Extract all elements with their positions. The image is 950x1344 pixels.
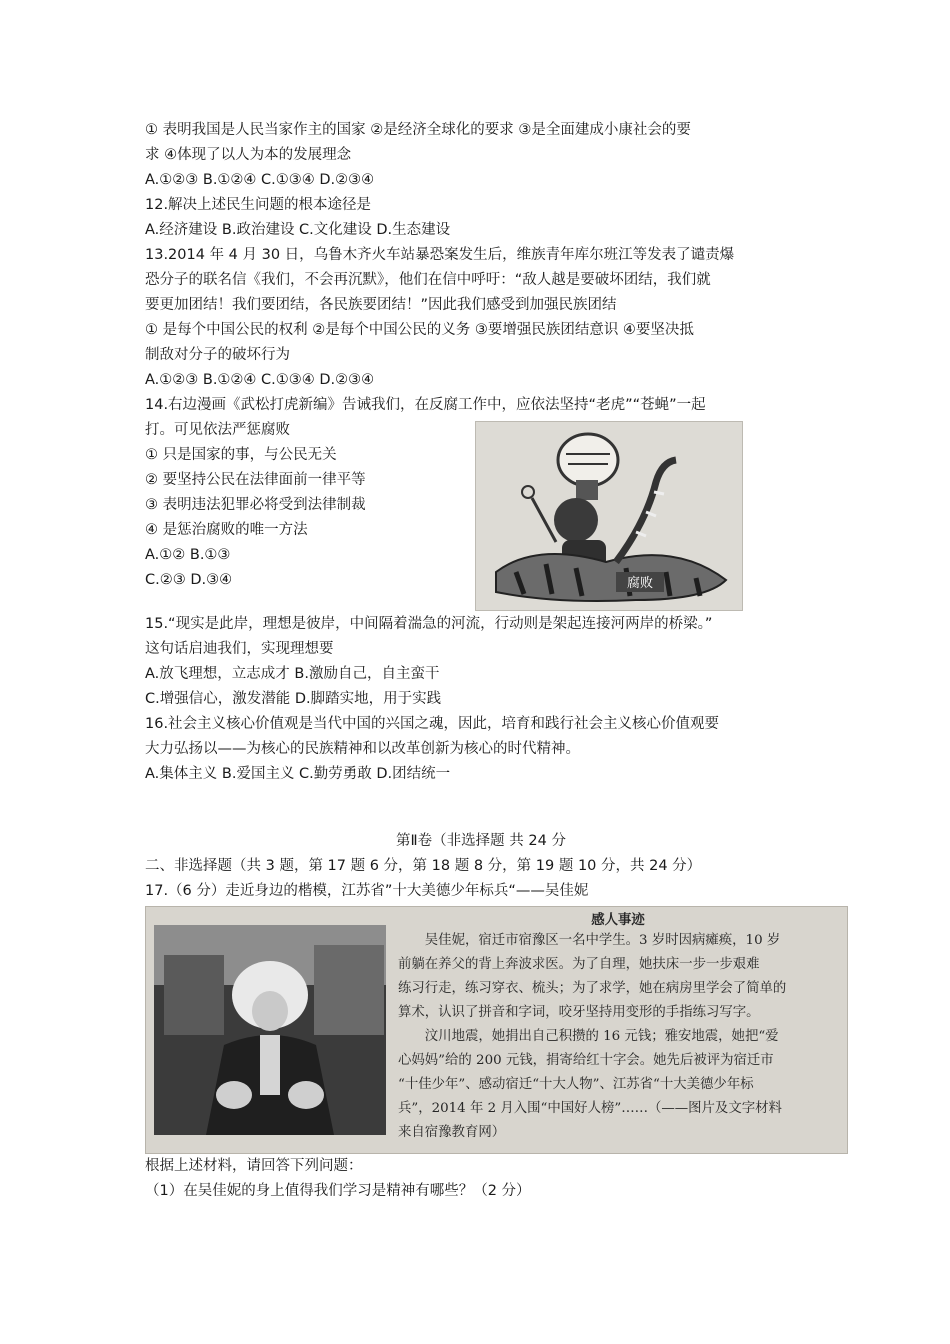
story-line-2: 前躺在养父的背上奔波求医。为了自理，她扶床一步一步艰难	[398, 957, 760, 972]
q11-options-line-2: 求 ④体现了以人为本的发展理念	[145, 147, 352, 163]
story-line-9: 来自宿豫教育网）	[398, 1125, 506, 1140]
q14-stem-line-2: 打。可见依法严惩腐败	[145, 422, 290, 438]
q13-options-line-2: 制敌对分子的破坏行为	[145, 347, 290, 363]
q16-answers: A.集体主义 B.爱国主义 C.勤劳勇敢 D.团结统一	[145, 766, 451, 782]
story-line-1: 吴佳妮，宿迁市宿豫区一名中学生。3 岁时因病瘫痪，10 岁	[424, 933, 781, 948]
q17-sub-question-1: （1）在吴佳妮的身上值得我们学习是精神有哪些？（2 分）	[145, 1183, 531, 1199]
student-photo-drawing	[154, 925, 386, 1135]
q14-option-1: ① 只是国家的事，与公民无关	[145, 447, 337, 463]
question-12	[145, 193, 817, 243]
story-line-4: 算术，认识了拼音和字词，咬牙坚持用变形的手指练习写字。	[398, 1005, 760, 1020]
q13-answers: A.①②③ B.①②④ C.①③④ D.②③④	[145, 372, 375, 388]
q12-answers: A.经济建设 B.政治建设 C.文化建设 D.生态建设	[145, 222, 451, 238]
story-line-8: 兵”，2014 年 2 月入围“中国好人榜”……（——图片及文字材料	[398, 1101, 782, 1116]
q15-answers-line-1: A.放飞理想，立志成才 B.激励自己，自主蛮干	[145, 666, 440, 682]
question-16	[145, 712, 817, 787]
q17-stem: 17.（6 分）走近身边的楷模，江苏省”十大美德少年标兵“——吴佳妮	[145, 883, 589, 899]
q13-stem-line-1: 13.2014 年 4 月 30 日，乌鲁木齐火车站暴恐案发生后，维族青年库尔班江等发表了谴责爆	[145, 247, 735, 263]
part-2-header	[145, 829, 817, 879]
part-2-subtitle: 二、非选择题（共 3 题，第 17 题 6 分，第 18 题 8 分，第 19 题 10 分，共 24 分）	[145, 858, 702, 874]
story-text-block	[398, 911, 838, 1145]
q15-stem-line-2: 这句话启迪我们，实现理想要	[145, 641, 334, 657]
part-2-title: 第Ⅱ卷（非选择题 共 24 分	[396, 833, 566, 849]
q16-stem-line-1: 16.社会主义核心价值观是当代中国的兴国之魂，因此，培育和践行社会主义核心价值观要	[145, 716, 720, 732]
q17-prompt: 根据上述材料，请回答下列问题：	[145, 1158, 363, 1174]
q14-answers-line-2: C.②③ D.③④	[145, 572, 233, 588]
question-17	[145, 879, 817, 1204]
q14-option-2: ② 要坚持公民在法律面前一律平等	[145, 472, 366, 488]
q13-stem-line-3: 要更加团结！我们要团结，各民族要团结！”因此我们感受到加强民族团结	[145, 297, 617, 313]
q14-option-4: ④ 是惩治腐败的唯一方法	[145, 522, 308, 538]
q14-option-3: ③ 表明违法犯罪必将受到法律制裁	[145, 497, 366, 513]
q13-stem-line-2: 恐分子的联名信《我们，不会再沉默》，他们在信中呼吁：“敌人越是要破坏团结，我们就	[145, 272, 711, 288]
q14-answers-line-1: A.①② B.①③	[145, 547, 231, 563]
q13-options-line-1: ① 是每个中国公民的权利 ②是每个中国公民的义务 ③要增强民族团结意识 ④要坚决抵	[145, 322, 694, 338]
q16-stem-line-2: 大力弘扬以——为核心的民族精神和以改革创新为核心的时代精神。	[145, 741, 580, 757]
q17-material-image	[145, 906, 848, 1154]
cartoon-label: 腐败	[626, 576, 654, 591]
student-photo	[154, 925, 386, 1135]
cartoon-drawing	[476, 422, 742, 610]
story-line-3: 练习行走，练习穿衣、梳头；为了求学，她在病房里学会了简单的	[398, 981, 787, 996]
story-line-5: 汶川地震，她捐出自己积攒的 16 元钱；雅安地震，她把“爱	[424, 1029, 779, 1044]
question-11-options	[145, 118, 817, 193]
q14-stem-line-1: 14.右边漫画《武松打虎新编》告诫我们，在反腐工作中，应依法坚持“老虎”“苍蝇”一起	[145, 397, 706, 413]
story-title: 感人事迹	[591, 912, 645, 928]
question-13	[145, 243, 817, 393]
question-14	[145, 393, 817, 593]
story-line-6: 心妈妈”给的 200 元钱，捐寄给红十字会。她先后被评为宿迁市	[398, 1053, 774, 1068]
story-line-7: “十佳少年”、感动宿迁“十大人物”、江苏省“十大美德少年标	[398, 1077, 754, 1092]
wusong-tiger-cartoon	[475, 421, 743, 611]
question-15	[145, 612, 817, 712]
q15-stem-line-1: 15.“现实是此岸，理想是彼岸，中间隔着湍急的河流，行动则是架起连接河两岸的桥梁。”	[145, 616, 713, 632]
q11-answers: A.①②③ B.①②④ C.①③④ D.②③④	[145, 172, 375, 188]
exam-page	[145, 118, 817, 1204]
q12-stem: 12.解决上述民生问题的根本途径是	[145, 197, 372, 213]
q11-options-line-1: ① 表明我国是人民当家作主的国家 ②是经济全球化的要求 ③是全面建成小康社会的要	[145, 122, 691, 138]
q15-answers-line-2: C.增强信心，激发潜能 D.脚踏实地，用于实践	[145, 691, 442, 707]
